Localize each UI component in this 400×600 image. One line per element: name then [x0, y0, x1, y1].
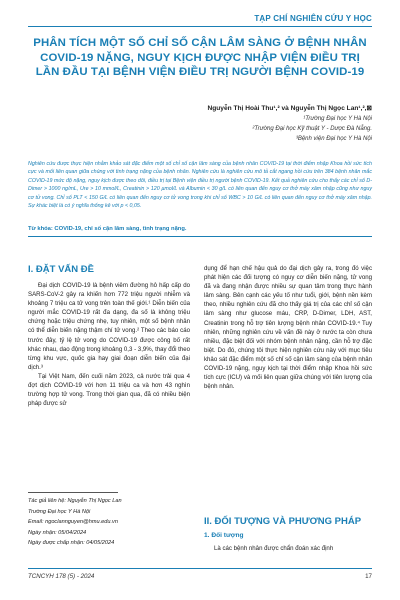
footnote-line: Email: ngoclannguyen@hmu.edu.vn: [28, 519, 118, 525]
section-2-title: II. ĐỐI TƯỢNG VÀ PHƯƠNG PHÁP: [204, 516, 362, 527]
header-rule: [28, 26, 372, 27]
footer-rule: [28, 568, 372, 569]
journal-header-tag: TẠP CHÍ NGHIÊN CỨU Y HỌC: [254, 14, 372, 23]
section-1-title: I. ĐẶT VẤN ĐỀ: [28, 264, 94, 275]
section-2-text: [204, 544, 372, 553]
abstract: Nghiên cứu được thực hiện nhằm khảo sát đặc điểm một số chỉ số cận lâm sàng của bệnh nhân COVID-19 tại thời điểm nhập Khoa hồi sức tích cực và mối liên quan giữa chúng với tình trạng nặng của bệnh nhân. Nghiên cứu là nghiên cứu mô tả cắt ngang hồi cứu trên 384 bệnh nhân mắc COVID-19 mức độ nặng, nguy kịch được theo dõi, điều trị tại Bệnh viện điều trị người bệnh COVID-19. Kết quả nghiên cứu cho thấy các chỉ số D-Dimer > 1000 ng/mL, Ure > 10 mmol/L, Creatinin > 120 µmol/L và Albumin < 30 g/L có liên quan đến nguy cơ thở máy xâm nhập cũng như nguy cơ tử vong. Chỉ số PLT < 150 G/L có liên quan đến nguy cơ tử vong trong khi chỉ số WBC > 10 G/L có liên quan đến nguy cơ thở máy xâm nhập. Sự khác biệt là có ý nghĩa thống kê với p < 0,05.: [28, 161, 372, 210]
affiliation-1: ¹Trường Đại học Y Hà Nội: [303, 116, 372, 122]
affiliation-3: ³Bệnh viện Đại học Y Hà Nội: [295, 136, 372, 142]
affiliation-2: ²Trường Đại học Kỹ thuật Y - Dược Đà Nẵng.: [252, 126, 372, 132]
authors: Nguyễn Thị Hoài Thu¹,² và Nguyễn Thị Ngọc Lan¹,²,⊠: [207, 105, 372, 112]
article-title: PHÂN TÍCH MỘT SỐ CHỈ SỐ CẬN LÂM SÀNG Ở BỆNH NHÂN COVID-19 NẶNG, NGUY KỊCH ĐƯỢC NHẬP VIỆN ĐIỀU TRỊ LẦN ĐẦU TẠI BỆNH VIỆN ĐIỀU TRỊ NGƯỜI BỆNH COVID-19: [33, 37, 367, 78]
journal-issue: TCNCYH 178 (5) - 2024: [28, 573, 95, 580]
paragraph: Tại Việt Nam, đến cuối năm 2023, cả nước trải qua 4 đợt dịch COVID-19 với hơn 11 triệu ca và hơn 43 nghìn trường hợp tử vong. Trong thời gian qua, đã có nhiều biện pháp được sử: [28, 372, 190, 408]
keywords: Từ khóa: COVID-19, chỉ số cận lâm sàng, tình trạng nặng.: [28, 226, 187, 232]
footnote-line: Ngày được chấp nhận: 04/05/2024: [28, 540, 115, 546]
page-number: 17: [365, 573, 372, 580]
paragraph: dụng để hạn chế hậu quả do đại dịch gây ra, trong đó việc phát hiện các đối tượng có nguy cơ diễn biến nặng, tử vong đã và đang nhận được nhiều sự quan tâm trong thực hành lâm sàng. Bên cạnh các yếu tố như tuổi, giới, bệnh nền kèm theo, nhiều nghiên cứu đã cho thấy giá trị của các chỉ số cận lâm sàng như glucose máu, CRP, D-Dimer, LDH, AST, Creatinin trong hỗ trợ tiên lượng bệnh nhân COVID-19.⁴ Tuy nhiên, những nghiên cứu về vấn đề này ở nước ta còn chưa nhiều, đặc biệt đối với nhóm bệnh nhân nặng, cần hỗ trợ đặc biệt. Do đó, chúng tôi thực hiện nghiên cứu này với mục tiêu khảo sát đặc điểm một số chỉ số cận lâm sàng của bệnh nhân COVID-19 nặng, nguy kịch tại thời điểm nhập Khoa hồi sức tích cực (ICU) và mối liên quan giữa chúng với tiên lượng của bệnh nhân.: [204, 265, 372, 391]
paragraph: Là các bệnh nhân được chẩn đoán xác định: [214, 545, 334, 552]
footnote: [28, 496, 188, 549]
paragraph: Đại dịch COVID-19 là bệnh viêm đường hô hấp cấp do SARS-CoV-2 gây ra khiến hơn 772 triệu người nhiễm và khoảng 7 triệu ca tử vong trên toàn thế giới.¹ Diễn biến của người mắc COVID-19 rất đa dạng, đa số là không triệu chứng hoặc triệu chứng nhẹ, tuy nhiên, một số bệnh nhân có thể diễn biến nặng thậm chí tử vong.² Theo các báo cáo trước đây, tỷ lệ tử vong do COVID-19 được công bố rất khác nhau, dao động trong khoảng 0,3 - 3,9%, thay đổi theo từng khu vực, quốc gia hay giai đoạn diễn biến của đại dịch.³: [28, 282, 190, 371]
footnote-line: Trường Đại học Y Hà Nội: [28, 508, 91, 515]
section-rule: [28, 236, 372, 237]
footnote-rule: [28, 492, 118, 493]
footnote-line: Tác giả liên hệ: Nguyễn Thị Ngọc Lan: [28, 498, 122, 504]
footnote-line: Ngày nhận: 05/04/2024: [28, 529, 87, 536]
section-2-subheading: 1. Đối tượng: [204, 532, 244, 539]
section-1-left-column: [28, 281, 190, 408]
section-1-right-column: [204, 264, 372, 391]
